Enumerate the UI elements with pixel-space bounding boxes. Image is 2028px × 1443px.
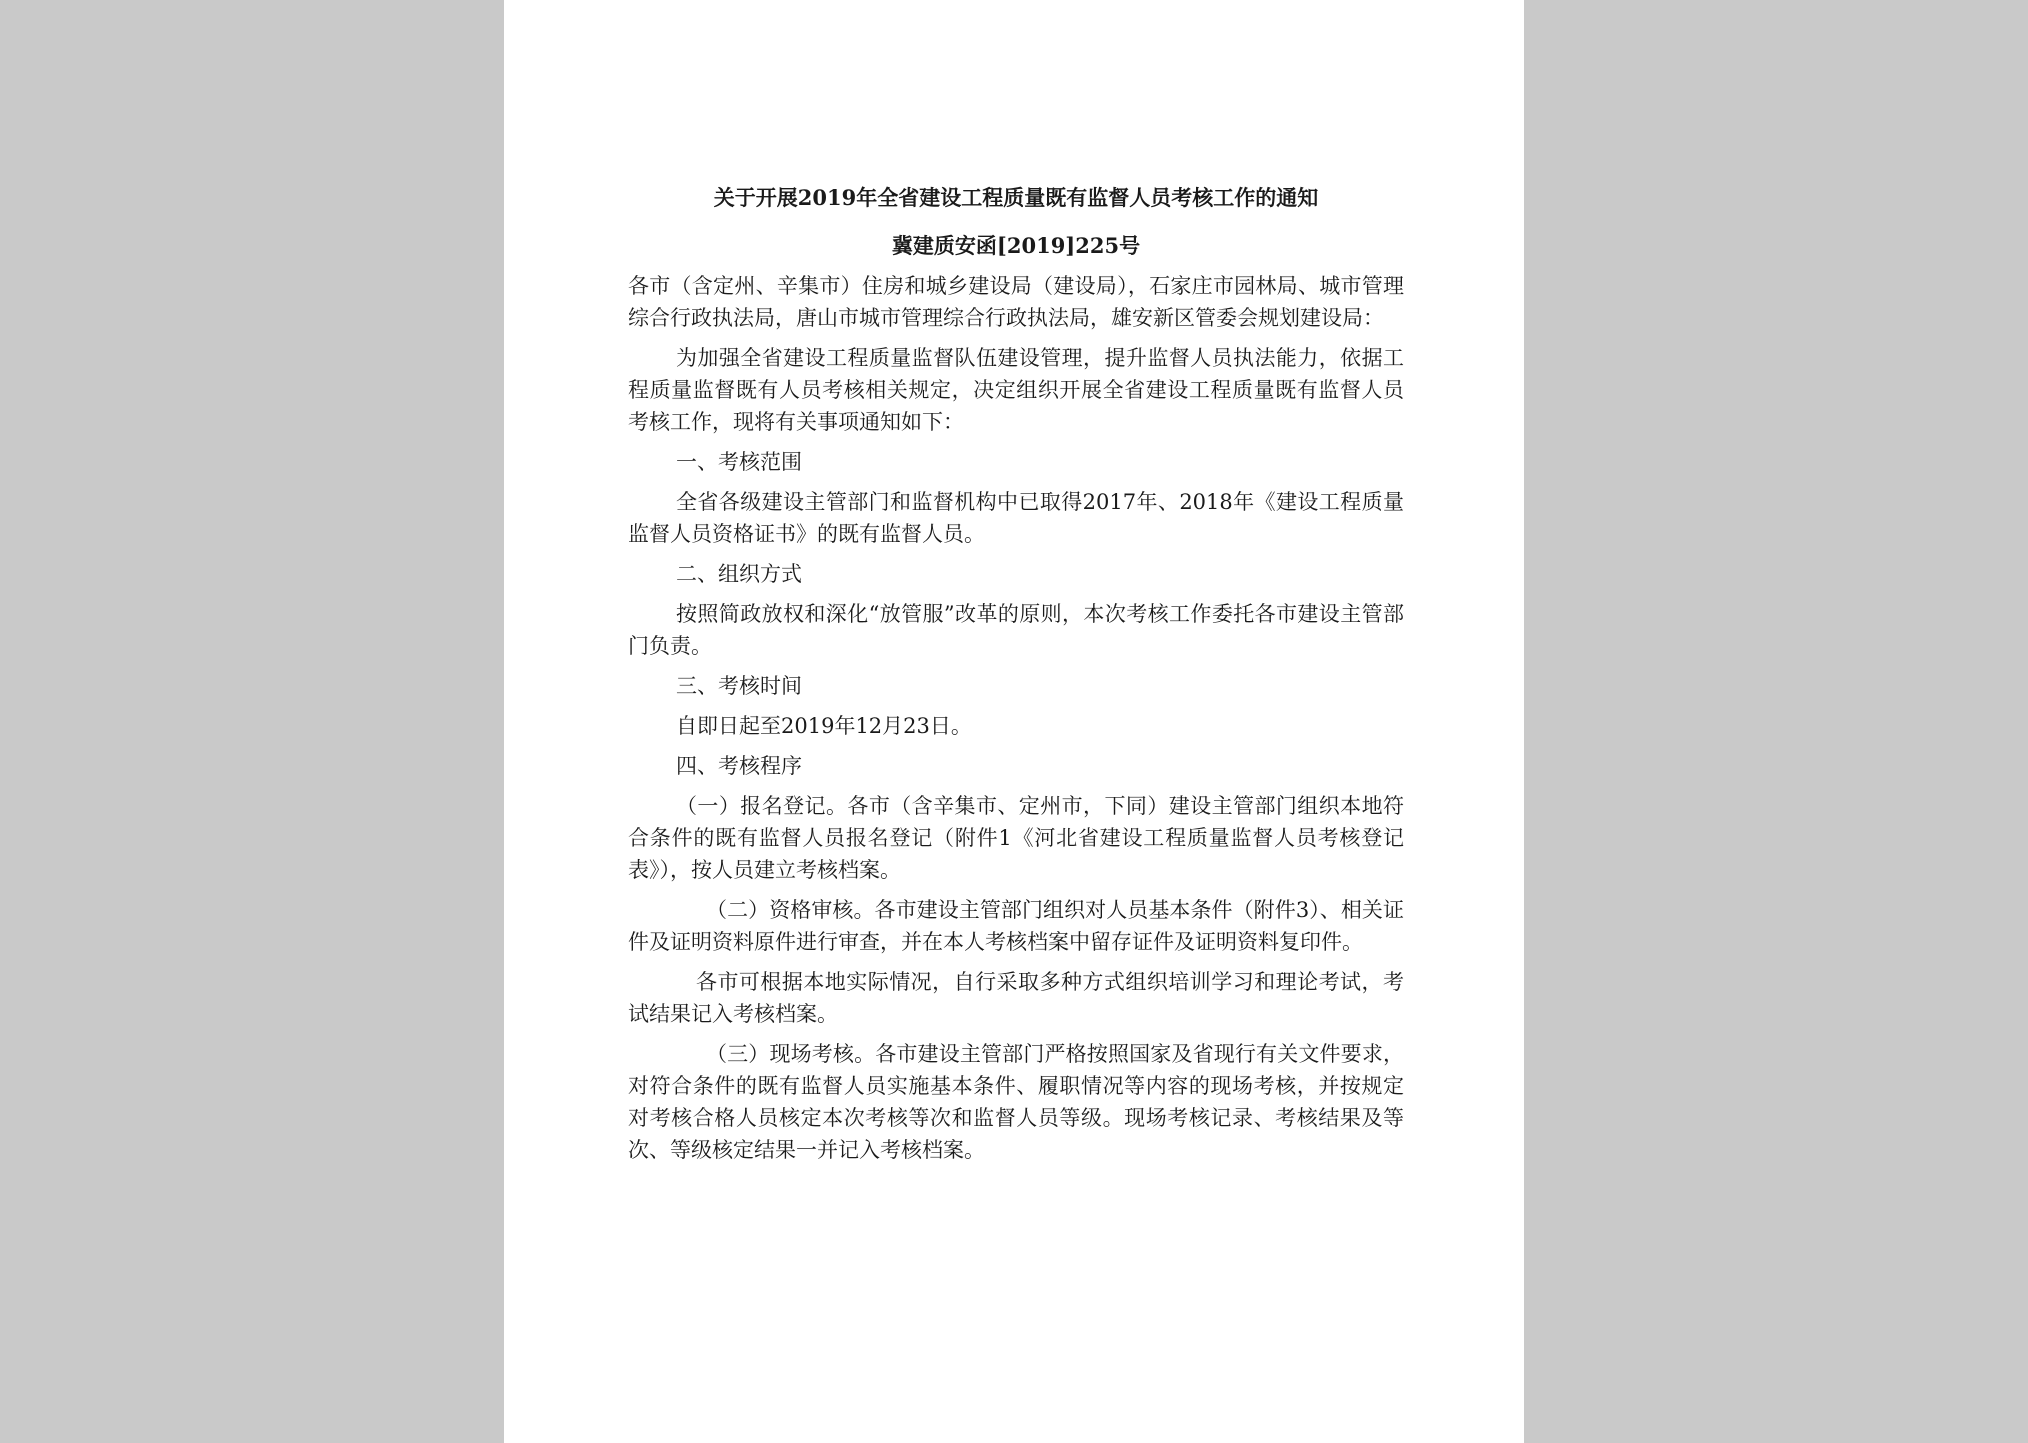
document-number: 冀建质安函[2019]225号 bbox=[891, 233, 1141, 258]
section-heading-organization: 二、组织方式 bbox=[676, 562, 802, 586]
section-heading-procedure: 四、考核程序 bbox=[676, 754, 802, 778]
section-body-organization: 按照简政放权和深化“放管服”改革的原则，本次考核工作委托各市建设主管部门负责。 bbox=[628, 602, 1404, 658]
section-heading-time: 三、考核时间 bbox=[676, 674, 802, 698]
section-heading-scope: 一、考核范围 bbox=[676, 450, 802, 474]
document-page bbox=[504, 0, 1524, 1443]
addressee-paragraph: 各市（含定州、辛集市）住房和城乡建设局（建设局），石家庄市园林局、城市管理综合行政执法局，唐山市城市管理综合行政执法局，雄安新区管委会规划建设局： bbox=[628, 274, 1404, 330]
procedure-item-onsite: （三）现场考核。各市建设主管部门严格按照国家及省现行有关文件要求，对符合条件的既有监督人员实施基本条件、履职情况等内容的现场考核，并按规定对考核合格人员核定本次考核等次和监督人员等级。现场考核记录、考核结果及等次、等级核定结果一并记入考核档案。 bbox=[628, 1042, 1404, 1162]
procedure-item-registration: （一）报名登记。各市（含辛集市、定州市，下同）建设主管部门组织本地符合条件的既有监督人员报名登记（附件1《河北省建设工程质量监督人员考核登记表》），按人员建立考核档案。 bbox=[628, 794, 1404, 882]
section-body-time: 自即日起至2019年12月23日。 bbox=[676, 714, 972, 738]
intro-paragraph: 为加强全省建设工程质量监督队伍建设管理，提升监督人员执法能力，依据工程质量监督既有人员考核相关规定，决定组织开展全省建设工程质量既有监督人员考核工作，现将有关事项通知如下： bbox=[628, 346, 1404, 434]
procedure-item-qualification: （二）资格审核。各市建设主管部门组织对人员基本条件（附件3）、相关证件及证明资料原件进行审查，并在本人考核档案中留存证件及证明资料复印件。 bbox=[628, 898, 1404, 954]
document-title: 关于开展2019年全省建设工程质量既有监督人员考核工作的通知 bbox=[713, 185, 1319, 210]
document-content bbox=[628, 178, 1404, 1174]
section-body-scope: 全省各级建设主管部门和监督机构中已取得2017年、2018年《建设工程质量监督人员资格证书》的既有监督人员。 bbox=[628, 490, 1404, 546]
procedure-note-training: 各市可根据本地实际情况，自行采取多种方式组织培训学习和理论考试，考试结果记入考核档案。 bbox=[628, 970, 1404, 1026]
